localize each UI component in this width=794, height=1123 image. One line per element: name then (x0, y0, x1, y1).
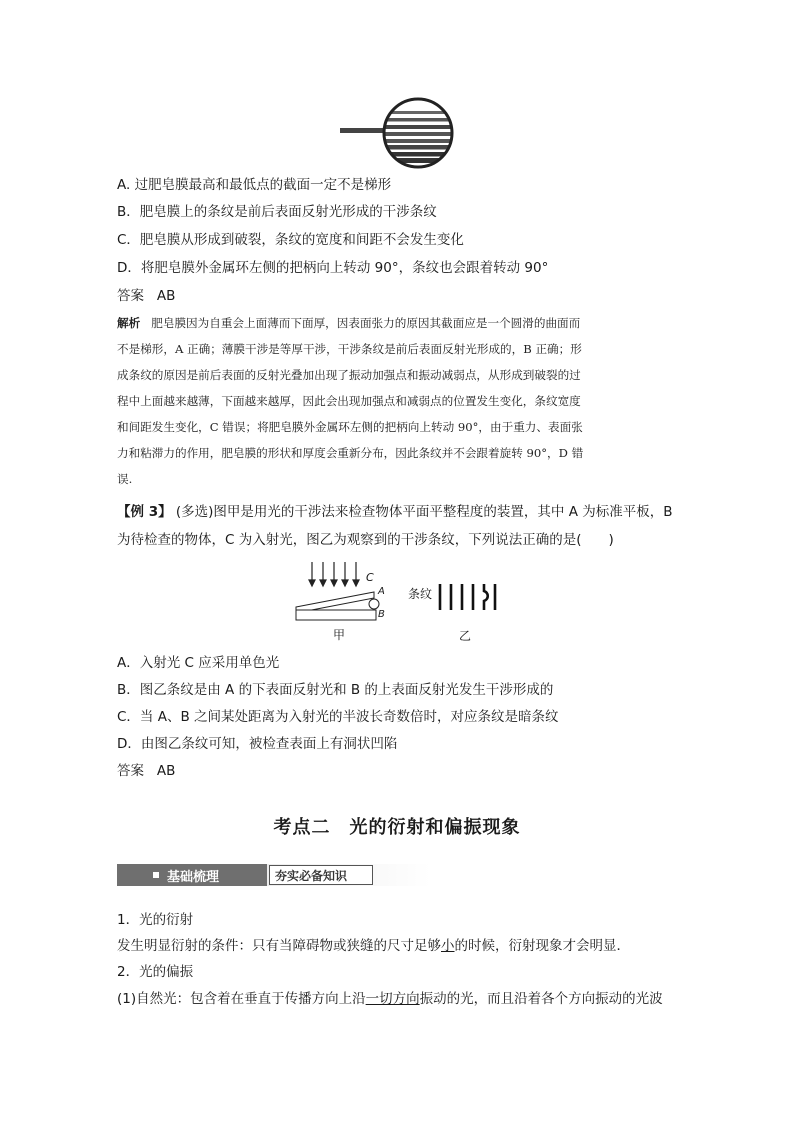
explanation-line-5: 和间距发生变化，C 错误；将肥皂膜外金属环左侧的把柄向上转动 90°，由于重力、表面张 (117, 420, 583, 434)
handle (340, 128, 384, 133)
underlined-text: 小 (441, 938, 455, 954)
banner-left-label: 基础梳理 (167, 870, 220, 885)
caption-yi: 乙 (459, 629, 472, 643)
heading-diffraction: 1．光的衍射 (117, 912, 194, 928)
explanation-line-7: 误. (117, 472, 133, 486)
option-a: A. 过肥皂膜最高和最低点的截面一定不是梯形 (117, 177, 392, 193)
incident-arrows (309, 562, 359, 586)
explanation-line-1 (117, 310, 677, 336)
example3-stem-1 (117, 502, 673, 522)
banner-right-label: 夯实必备知识 (275, 869, 348, 883)
underlined-text: 一切方向 (365, 991, 420, 1007)
caption-jia: 甲 (333, 628, 346, 642)
explanation-line-2: 不是梯形，A 正确；薄膜干涉是等厚干涉，干涉条纹是前后表面反射光形成的，B 正确；形 (117, 342, 582, 356)
text: (1)自然光：包含着在垂直于传播方向上沿 (117, 991, 366, 1007)
figure-yi-fringes (436, 582, 502, 612)
heading-polarization: 2．光的偏振 (117, 964, 194, 980)
explanation-label: 解析 (117, 316, 141, 330)
ex3-option-c: C．当 A、B 之间某处距离为入射光的半波长奇数倍时，对应条纹是暗条纹 (117, 709, 559, 725)
fringe-label: 条纹 (408, 587, 433, 601)
label-a: A (378, 586, 385, 597)
text: 发生明显衍射的条件：只有当障碍物或狭缝的尺寸足够 (117, 938, 441, 954)
option-c: C．肥皂膜从形成到破裂，条纹的宽度和间距不会发生变化 (117, 232, 464, 248)
stem-text: (多选)图甲是用光的干涉法来检查物体平面平整程度的装置，其中 A 为标准平板，B (175, 504, 673, 520)
option-d: D．将肥皂膜外金属环左侧的把柄向上转动 90°，条纹也会跟着转动 90° (117, 260, 549, 276)
text: 的时候，衍射现象才会明显． (454, 938, 630, 954)
label-b: B (378, 609, 385, 620)
ex3-option-b: B．图乙条纹是由 A 的下表面反射光和 B 的上表面反射光发生干涉形成的 (117, 682, 554, 698)
square-icon (153, 872, 159, 878)
explanation-line-6: 力和粘滞力的作用，肥皂膜的形状和厚度会重新分布，因此条纹并不会跟着旋转 90°，D 错 (117, 446, 584, 460)
example-tag: 【例 3】 (117, 504, 172, 520)
para-natural-light (117, 989, 663, 1009)
explanation-line-3: 成条纹的原因是前后表面的反射光叠加出现了振动加强点和振动减弱点，从形成到破裂的过 (117, 368, 581, 382)
section-banner (117, 864, 431, 888)
spacer (369, 599, 379, 609)
option-b: B．肥皂膜上的条纹是前后表面反射光形成的干涉条纹 (117, 204, 437, 220)
answer-label: 答案 (117, 763, 144, 779)
answer-row (117, 286, 175, 306)
soap-film-figure (338, 97, 462, 169)
answer-value: AB (156, 288, 176, 304)
answer-value: AB (156, 763, 176, 779)
example3-stem-2: 为待检查的物体，C 为入射光，图乙为观察到的干涉条纹，下列说法正确的是( ) (117, 532, 614, 548)
ex3-answer-row (117, 761, 175, 781)
explanation-line-4: 程中上面越来越薄，下面越来越厚，因此会出现加强点和减弱点的位置发生变化，条纹宽度 (117, 394, 581, 408)
test-object-b (296, 610, 376, 620)
ex3-option-a: A．入射光 C 应采用单色光 (117, 655, 280, 671)
answer-label: 答案 (117, 288, 144, 304)
para-diffraction (117, 936, 630, 956)
explanation-text: 肥皂膜因为自重会上面薄而下面厚，因表面张力的原因其截面应是一个圆滑的曲面而 (151, 316, 581, 330)
ex3-option-d: D．由图乙条纹可知，被检查表面上有洞状凹陷 (117, 736, 398, 752)
section-title: 考点二 光的衍射和偏振现象 (273, 817, 521, 838)
text: 振动的光，而且沿着各个方向振动的光波 (419, 991, 663, 1007)
label-c: C (366, 571, 374, 584)
